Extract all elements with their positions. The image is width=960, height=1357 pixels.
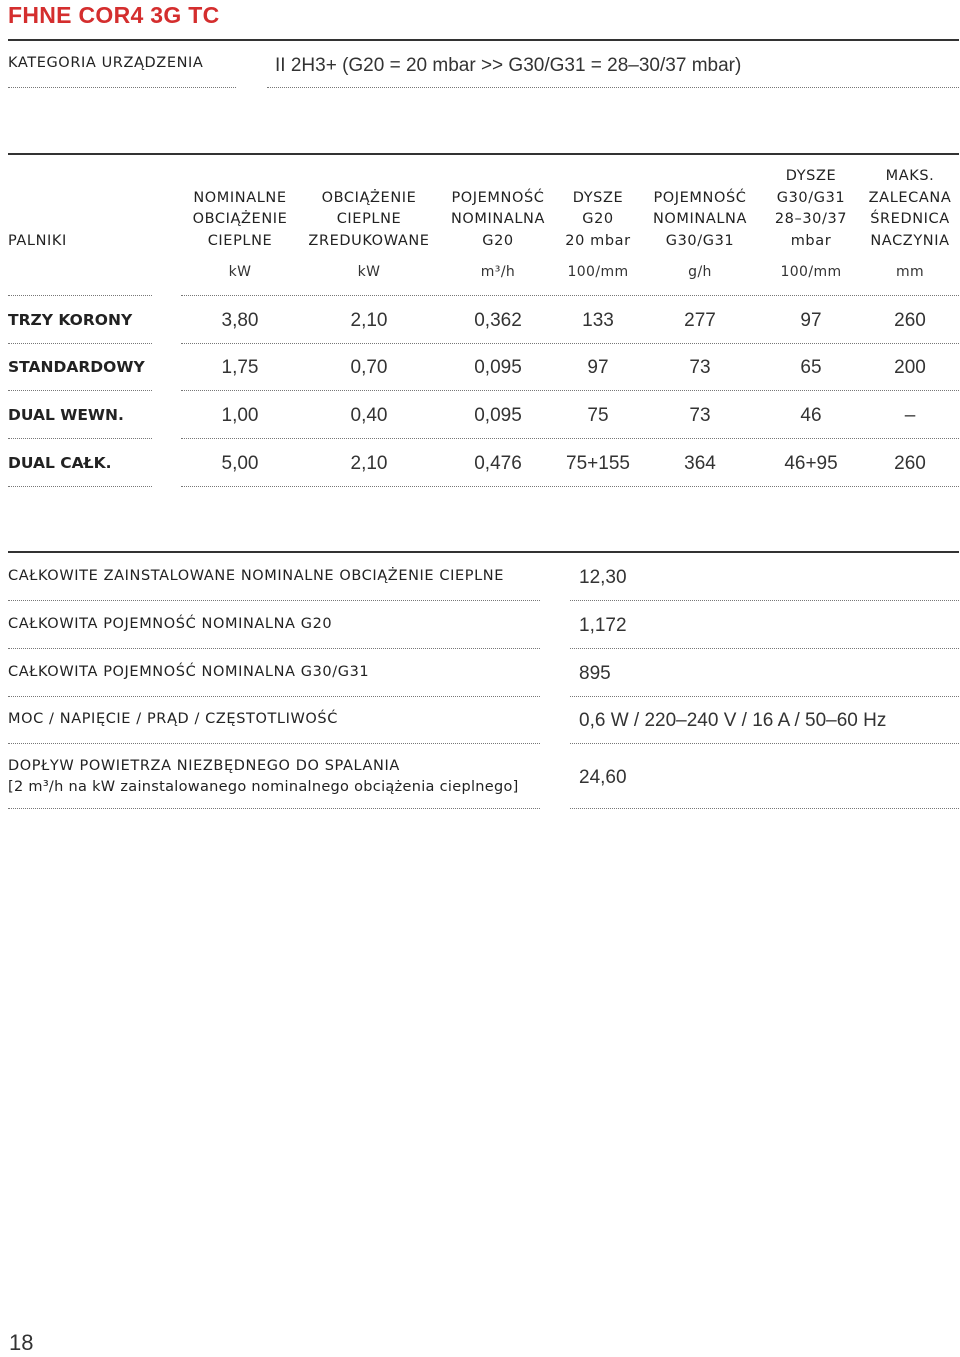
row-label: DUAL WEWN. xyxy=(8,406,124,424)
column-header xyxy=(299,188,439,253)
column-unit: kW xyxy=(228,264,252,280)
column-header-line: ZALECANA xyxy=(868,189,952,206)
table-cell: 1,75 xyxy=(221,357,259,378)
dotted-divider xyxy=(570,808,959,809)
dotted-divider xyxy=(8,696,540,697)
column-header xyxy=(170,188,310,253)
summary-value: 24,60 xyxy=(579,767,627,788)
column-unit: 100/mm xyxy=(780,264,842,280)
column-header-line: ŚREDNICA xyxy=(870,211,950,227)
column-header-line: 20 mbar xyxy=(565,232,631,249)
table-cell: 46 xyxy=(800,405,822,426)
dotted-divider xyxy=(570,696,959,697)
table-cell: 73 xyxy=(689,357,711,378)
column-header-line: POJEMNOŚĆ xyxy=(653,189,747,206)
column-header-line: CIEPLNE xyxy=(207,232,273,249)
column-unit: m³/h xyxy=(480,264,516,280)
column-header-line: G30/G31 xyxy=(776,189,846,206)
table-cell: 133 xyxy=(582,310,614,331)
table-cell: 65 xyxy=(800,357,822,378)
table-cell: 0,70 xyxy=(350,357,388,378)
row-label: TRZY KORONY xyxy=(8,311,133,329)
dotted-divider xyxy=(267,87,959,88)
summary-label: CAŁKOWITA POJEMNOŚĆ NOMINALNA G20 xyxy=(8,616,333,632)
dotted-divider xyxy=(570,600,959,601)
table-cell: 97 xyxy=(800,310,822,331)
summary-value: 1,172 xyxy=(579,615,627,636)
column-unit: g/h xyxy=(688,264,712,280)
dotted-divider xyxy=(8,295,152,296)
summary-sublabel: [2 m³/h na kW zainstalowanego nominalnego obciążenia cieplnego] xyxy=(8,779,519,795)
dotted-divider xyxy=(8,390,152,391)
column-header-line: MAKS. xyxy=(885,168,935,184)
row-label: STANDARDOWY xyxy=(8,358,145,376)
table-cell: 1,00 xyxy=(221,405,259,426)
table-cell: 0,362 xyxy=(474,310,522,331)
document-title: FHNE COR4 3G TC xyxy=(8,2,220,28)
summary-label: MOC / NAPIĘCIE / PRĄD / CZĘSTOTLIWOŚĆ xyxy=(8,711,338,727)
dotted-divider xyxy=(181,486,959,487)
column-header-line: G30/G31 xyxy=(665,232,735,249)
dotted-divider xyxy=(8,486,152,487)
column-unit: mm xyxy=(895,264,925,280)
summary-label: CAŁKOWITE ZAINSTALOWANE NOMINALNE OBCIĄŻENIE CIEPLNE xyxy=(8,568,504,584)
table-rule-top xyxy=(8,153,959,155)
column-header-line: POJEMNOŚĆ xyxy=(451,189,545,206)
table-cell: 0,095 xyxy=(474,357,522,378)
dotted-divider xyxy=(8,743,540,744)
table-cell: 0,095 xyxy=(474,405,522,426)
table-cell: 260 xyxy=(894,453,926,474)
dotted-divider xyxy=(8,343,152,344)
section-rule-top xyxy=(8,39,959,41)
table-cell: 200 xyxy=(894,357,926,378)
table-cell: – xyxy=(904,405,916,426)
summary-value: 0,6 W / 220–240 V / 16 A / 50–60 Hz xyxy=(579,710,887,731)
dotted-divider xyxy=(8,808,540,809)
table-cell: 277 xyxy=(684,310,716,331)
dotted-divider xyxy=(181,295,959,296)
column-header-line: NOMINALNE xyxy=(193,189,287,206)
summary-value: 895 xyxy=(579,663,611,684)
table-cell: 2,10 xyxy=(350,310,388,331)
table-cell: 0,476 xyxy=(474,453,522,474)
category-value: II 2H3+ (G20 = 20 mbar >> G30/G31 = 28–30/37 mbar) xyxy=(275,55,742,76)
column-header xyxy=(840,166,960,252)
summary-label: DOPŁYW POWIETRZA NIEZBĘDNEGO DO SPALANIA xyxy=(8,758,400,774)
category-label: KATEGORIA URZĄDZENIA xyxy=(8,55,204,71)
dotted-divider xyxy=(181,343,959,344)
table-cell: 260 xyxy=(894,310,926,331)
dotted-divider xyxy=(181,438,959,439)
dotted-divider xyxy=(570,743,959,744)
table-cell: 2,10 xyxy=(350,453,388,474)
page-number: 18 xyxy=(9,1330,34,1355)
column-header-line: OBCIĄŻENIE xyxy=(192,211,288,227)
table-cell: 3,80 xyxy=(221,310,259,331)
summary-rule-top xyxy=(8,551,959,553)
table-cell: 97 xyxy=(587,357,609,378)
column-header-line: NACZYNIA xyxy=(870,232,950,249)
dotted-divider xyxy=(8,438,152,439)
column-header-line: mbar xyxy=(790,232,832,249)
dotted-divider xyxy=(8,648,540,649)
row-header-label: PALNIKI xyxy=(8,233,67,249)
row-label: DUAL CAŁK. xyxy=(8,454,112,472)
summary-label: CAŁKOWITA POJEMNOŚĆ NOMINALNA G30/G31 xyxy=(8,664,370,680)
table-cell: 75+155 xyxy=(566,453,630,474)
dotted-divider xyxy=(8,600,540,601)
table-cell: 364 xyxy=(684,453,716,474)
table-cell: 46+95 xyxy=(784,453,838,474)
summary-value: 12,30 xyxy=(579,567,627,588)
column-header-line: DYSZE xyxy=(785,168,837,184)
dotted-divider xyxy=(8,87,236,88)
column-unit: 100/mm xyxy=(567,264,629,280)
column-header-line: ZREDUKOWANE xyxy=(308,232,430,249)
table-cell: 73 xyxy=(689,405,711,426)
column-header-line: NOMINALNA xyxy=(652,211,748,227)
column-header-line: 28–30/37 xyxy=(774,211,848,227)
dotted-divider xyxy=(181,390,959,391)
column-header-line: G20 xyxy=(482,232,514,249)
table-cell: 0,40 xyxy=(350,405,388,426)
table-cell: 75 xyxy=(587,405,609,426)
column-header-line: G20 xyxy=(582,211,614,227)
column-header-line: CIEPLNE xyxy=(336,211,402,227)
dotted-divider xyxy=(570,648,959,649)
column-header-line: NOMINALNA xyxy=(450,211,546,227)
column-unit: kW xyxy=(357,264,381,280)
column-header-line: OBCIĄŻENIE xyxy=(321,189,417,206)
table-cell: 5,00 xyxy=(221,453,259,474)
column-header-line: DYSZE xyxy=(572,189,624,206)
